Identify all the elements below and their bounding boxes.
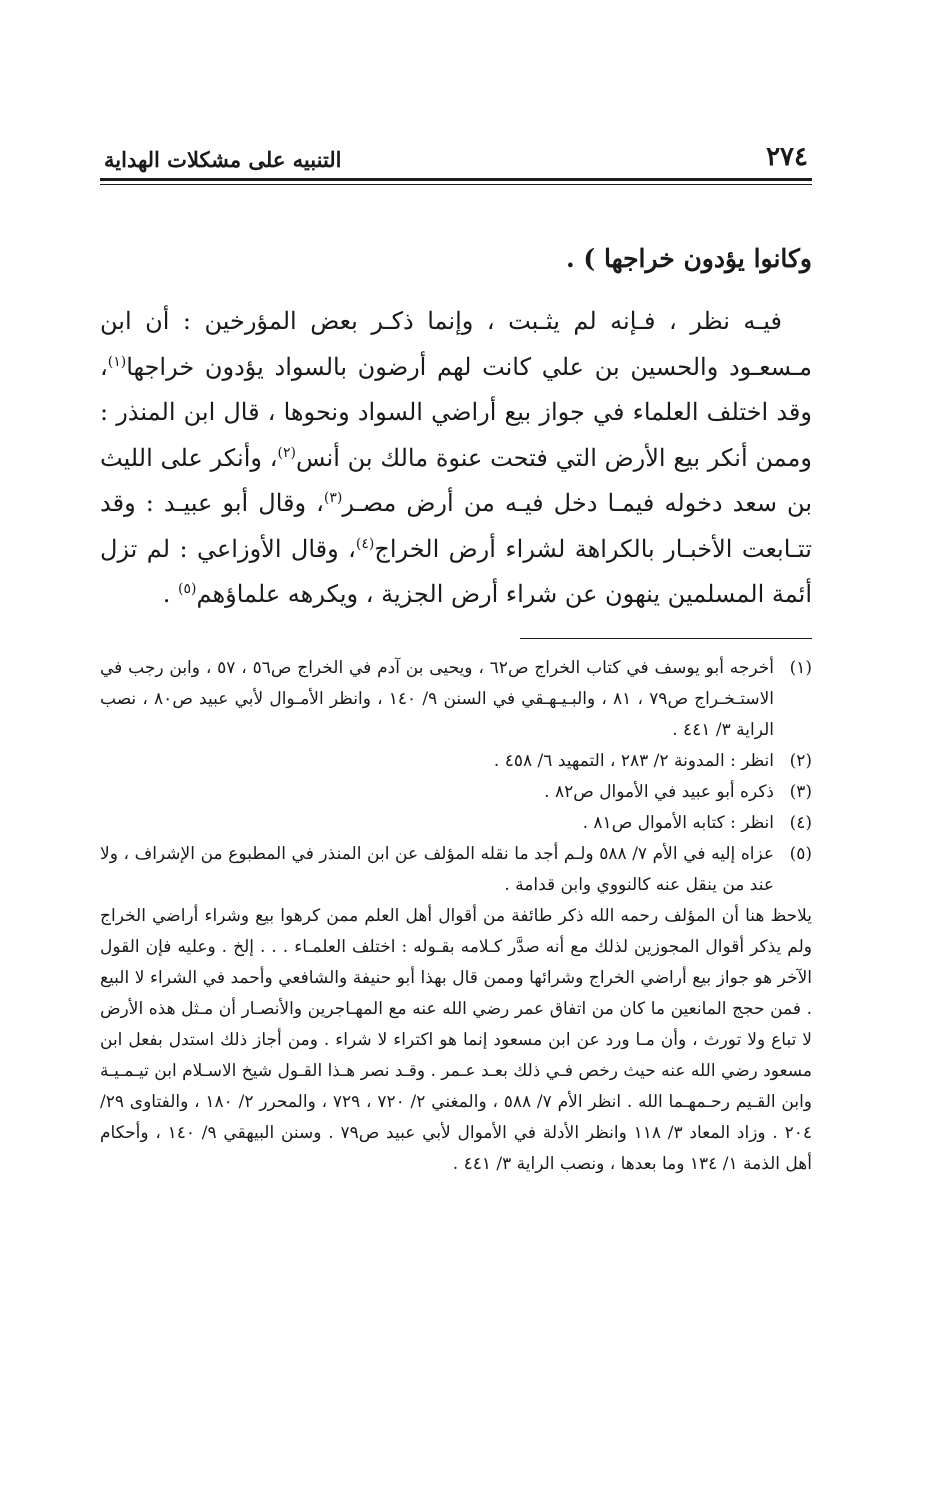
- footnote: [100, 746, 812, 777]
- page-header: [100, 130, 812, 172]
- paragraph-segment: فيـه نظر ، فـإنه لم يثـبت ، وإنما ذكـر بعض المؤرخين : أن ابن مـسعـود والحسين بن علي كانت لهم أرضون بالسواد يؤدون خراجها: [100, 307, 812, 381]
- paragraph-segment: ، وقال الأوزاعي : لم تزل أئمة المسلمين ينهون عن شراء أرض الجزية ، ويكرهه علماؤهم: [100, 534, 812, 608]
- footnote-number: (٣): [789, 781, 812, 802]
- footnote-number: (٤): [789, 812, 812, 833]
- footnote: [100, 653, 812, 746]
- footnote-separator: [520, 638, 812, 639]
- paragraph-segment: .: [162, 580, 179, 608]
- footnote-text: عزاه إليه في الأم ٧/ ٥٨٨ ولـم أجد ما نقله المؤلف عن ابن المنذر في المطبوع من الإشراف ، ولا عند من ينقل عنه كالنووي وابن قدامة .: [100, 843, 774, 895]
- quoted-text-ending: وكانوا يؤدون خراجها ) .: [566, 244, 812, 273]
- footnote-ref-1: (١): [107, 353, 127, 370]
- page-number: ٢٧٤: [766, 142, 808, 172]
- paragraph-segment: ، وقد اختلف العلماء في جواز بيع أراضي السواد ونحوها ، قال ابن المنذر : وممن أنكر بيع الأرض التي فتحت عنوة مالك بن أنس: [100, 352, 812, 472]
- footnote-ref-2: (٢): [277, 444, 296, 461]
- footnote: [100, 808, 812, 839]
- footnote: [100, 839, 812, 901]
- footnote-text: أخرجه أبو يوسف في كتاب الخراج ص٦٢ ، ويحيى بن آدم في الخراج ص٥٦ ، ٥٧ ، وابن رجب في الاستـخـراج ص٧٩ ، ٨١ ، والبـيـهـقي في السنن ٩/ ١٤٠ ، وانظر الأمـوال لأبي عبيد ص٨٠ ، نصب الراية ٣/ ٤٤١ .: [100, 657, 775, 740]
- footnote-note: يلاحظ هنا أن المؤلف رحمه الله ذكر طائفة من أقوال أهل العلم ممن كرهوا بيع وشراء أراضي الخراج ولم يذكر أقوال المجوزين لذلك مع أنه صدَّر كـلامه بقـوله : اختلف العلمـاء . . . إلخ . وعليه فإن القول الآخر هو جواز بيع أراضي الخراج وشرائها وممن قال بهذا أبو حنيفة والشافعي وأحمد في الشراء لا البيع . فمن حجج المانعين ما كان من اتفاق عمر رضي الله عنه مع المهـاجرين والأنصـار أن مـثل هذه الأرض لا تباع ولا تورث ، وأن مـا ورد عن ابن مسعود إنما هو اكتراء لا شراء . ومن أجاز ذلك استدل بفعل ابن مسعود رضي الله عنه حيث رخص فـي ذلك بعـد عـمر . وقـد نصر هـذا القـول شيخ الاسـلام ابن تيـمـيـة وابن القـيم رحـمهـما الله . انظر الأم ٧/ ٥٨٨ ، والمغني ٢/ ٧٢٠ ، ٧٢٩ ، والمحرر ٢/ ١٨٠ ، والفتاوى ٢٩/ ٢٠٤ . وزاد المعاد ٣/ ١١٨ وانظر الأدلة في الأموال لأبي عبيد ص٧٩ . وسنن البيهقي ٩/ ١٤٠ ، وأحكام أهل الذمة ١/ ١٣٤ وما بعدها ، ونصب الراية ٣/ ٤٤١ .: [100, 905, 813, 1174]
- book-page: [100, 130, 812, 1180]
- footnote-text: انظر : المدونة ٢/ ٢٨٣ ، التمهيد ٦/ ٤٥٨ .: [493, 750, 774, 771]
- header-rule-thin: [100, 184, 812, 185]
- footnote-text: انظر : كتابه الأموال ص٨١ .: [582, 812, 774, 833]
- running-title: التنبيه على مشكلات الهداية: [104, 147, 342, 172]
- footnote-number: (٥): [789, 843, 812, 864]
- footnote-ref-5: (٥): [178, 581, 197, 597]
- paragraph-segment: ، وقال أبو عبيـد : وقد تتـابعت الأخبـار بالكراهة لشراء أرض الخراج: [100, 489, 812, 563]
- footnote-ref-3: (٣): [323, 490, 343, 506]
- footnote: [100, 777, 812, 808]
- footnote-ref-4: (٤): [355, 535, 375, 552]
- paragraph-segment: ، وأنكر على الليث بن سعد دخوله فيمـا دخل فيـه من أرض مصـر: [100, 443, 812, 517]
- footnote-text: ذكره أبو عبيد في الأموال ص٨٢ .: [544, 781, 774, 802]
- header-rule-thick: [100, 178, 812, 181]
- footnotes: [100, 653, 812, 1180]
- commentary-paragraph: [100, 299, 812, 618]
- footnote-number: (٢): [789, 750, 812, 771]
- footnote-number: (١): [789, 657, 812, 678]
